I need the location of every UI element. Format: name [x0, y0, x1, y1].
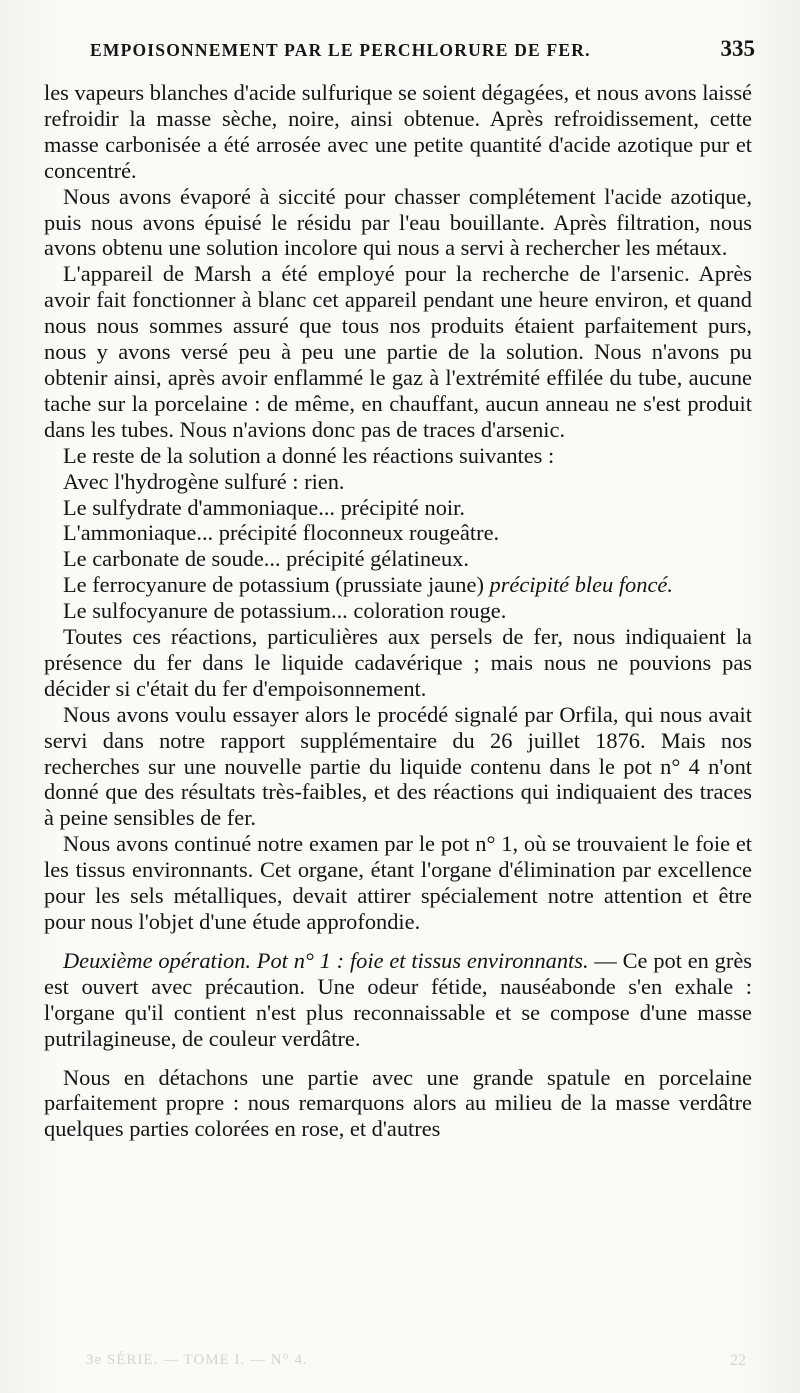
page-header [90, 36, 755, 68]
paragraph: Nous en détachons une partie avec une grande spatule en porcelaine parfaitement propre : nous remarquons alors au milieu de la masse verdâtre quelques parties colorées en rose, et d'autres [44, 1064, 752, 1142]
reaction-item [44, 572, 752, 598]
paragraph [44, 948, 752, 1052]
page-number: 335 [720, 36, 755, 61]
paragraph: Toutes ces réactions, particulières aux persels de fer, nous indiquaient la présence du fer dans le liquide cadavérique ; mais nous ne pouvions pas décider si c'était du fer d'empoisonnement. [44, 624, 752, 701]
paragraph: les vapeurs blanches d'acide sulfurique se soient dégagées, et nous avons laissé refroidir la masse sèche, noire, ainsi obtenue. Après refroidissement, cette masse carbonisée a été arrosée avec une petite quantité d'acide azotique pur et concentré. [44, 80, 752, 183]
reaction-item: Le carbonate de soude... précipité gélatineux. [63, 546, 469, 572]
paragraph: L'appareil de Marsh a été employé pour la recherche de l'arsenic. Après avoir fait fonctionner à blanc cet appareil pendant une heure environ, et quand nous nous sommes assuré que tous nos produits étaient parfaitement purs, nous y avons versé peu à peu une partie de la solution. Nous n'avons pu obtenir ainsi, après avoir enflammé le gaz à l'extrémité effilée du tube, aucune tache sur la porcelaine : de même, en chauffant, aucun anneau ne s'est produit dans les tubes. Nous n'avions donc pas de traces d'arsenic. [44, 261, 752, 442]
footer-sheet-number: 22 [730, 1352, 746, 1369]
page-body [44, 80, 752, 1142]
reaction-item: Le sulfydrate d'ammoniaque... précipité noir. [63, 494, 465, 520]
reaction-item: Avec l'hydrogène sulfuré : rien. [63, 468, 345, 494]
reaction-reagent: Le ferrocyanure de potassium (prussiate jaune) [63, 572, 484, 598]
paragraph: Nous avons continué notre examen par le pot n° 1, où se trouvaient le foie et les tissus environnants. Cet organe, étant l'organe d'élimination par excellence pour les sels métalliques, devait attirer spécialement notre attention et être pour nous l'objet d'une étude approfondie. [44, 831, 752, 934]
reaction-intro: Le reste de la solution a donné les réactions suivantes : [63, 442, 555, 468]
reaction-item: L'ammoniaque... précipité floconneux rougeâtre. [63, 520, 500, 546]
reaction-result: précipité bleu foncé. [489, 572, 673, 598]
paragraph: Nous avons voulu essayer alors le procédé signalé par Orfila, qui nous avait servi dans notre rapport supplémentaire du 26 juillet 1876. Mais nos recherches sur une nouvelle partie du liquide contenu dans le pot n° 4 n'ont donné que des résultats très-faibles, et des réactions qui indiquaient des traces à peine sensibles de fer. [44, 701, 752, 831]
section-heading: Deuxième opération. Pot n° 1 : foie et tissus environnants. [63, 947, 589, 973]
section-text: — Ce pot en grès est ouvert avec précaution. Une odeur fétide, nauséabonde s'en exhale : l'organe qu'il contient n'est plus reconnaissable et se compose d'une masse putrilagineuse, de couleur verdâtre. [44, 947, 752, 1051]
paragraph: Nous avons évaporé à siccité pour chasser complétement l'acide azotique, puis nous avons épuisé le résidu par l'eau bouillante. Après filtration, nous avons obtenu une solution incolore qui nous a servi à rechercher les métaux. [44, 183, 752, 261]
reaction-item: Le sulfocyanure de potassium... coloration rouge. [63, 598, 507, 624]
running-title: EMPOISONNEMENT PAR LE PERCHLORURE DE FER. [90, 40, 591, 60]
footer-signature: 3e SÉRIE. — TOME I. — N° 4. [86, 1352, 308, 1368]
page-footer [86, 1352, 746, 1376]
